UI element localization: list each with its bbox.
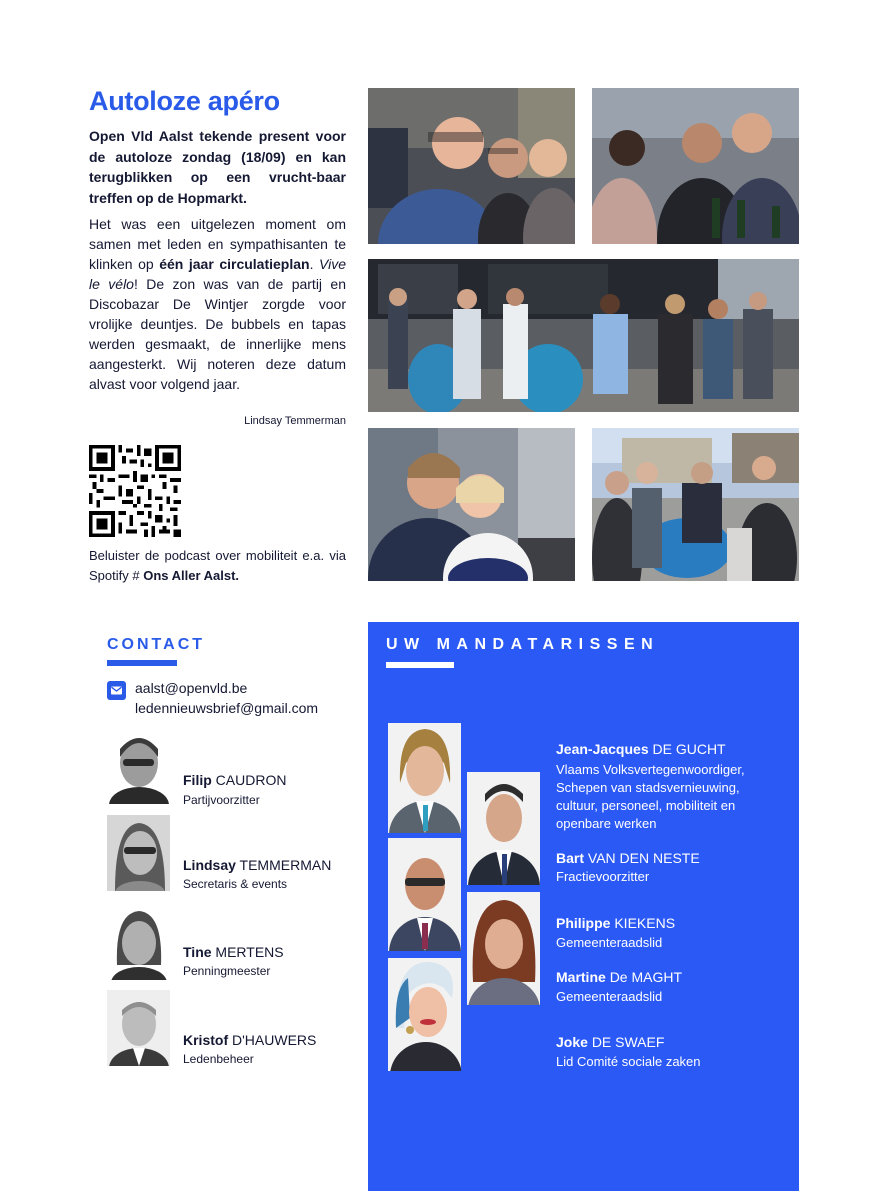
mandatary-role: Vlaams Volksvertegenwoordiger, Schepen van stadsvernieuwing, cultuur, personeel, mobiliteit en openbare werken — [556, 762, 745, 831]
contact-person-name: Filip CAUDRON — [183, 772, 287, 788]
avatar-tine-mertens — [107, 905, 170, 980]
mandatarissen-underline — [386, 662, 454, 668]
article-author: Lindsay Temmerman — [244, 415, 346, 427]
mandatary-name: Jean-Jacques DE GUCHT — [556, 741, 726, 757]
avatar-filip-caudron — [107, 729, 170, 804]
avatar-martine-de-maght — [467, 892, 540, 1005]
lead-text-1: Open Vld Aalst tekende present voor de autoloze zondag ( — [89, 128, 346, 165]
qr-code-icon[interactable] — [89, 445, 181, 537]
avatar-kristof-dhauwers — [107, 990, 170, 1066]
envelope-icon — [107, 681, 126, 700]
contact-heading: CONTACT — [107, 636, 206, 653]
contact-email-link[interactable]: aalst@openvld.be — [135, 680, 248, 696]
article-title: Autoloze apéro — [89, 86, 280, 116]
avatar-philippe-kiekens — [388, 838, 461, 951]
lead-text-2: ) en kan terugblikken op een vrucht-baar treffen op de Hopmarkt. — [89, 148, 347, 206]
contact-person-role: Secretaris & events — [183, 877, 288, 891]
podcast-plain: Beluister de podcast over mobiliteit e.a. via Spotify # — [89, 548, 346, 583]
article-lead — [89, 126, 346, 208]
avatar-joke-de-swaef — [388, 958, 461, 1071]
body-italic: Vive le vélo — [89, 256, 346, 292]
event-photo-1 — [368, 88, 575, 244]
body-text-1: Het was een uitgelezen moment om samen met leden en sympathisanten te klinken op — [89, 216, 346, 272]
contact-person-name: Kristof D'HAUWERS — [183, 1032, 317, 1048]
body-text-2: . — [309, 256, 320, 272]
article-body — [89, 214, 346, 394]
mandatary-role: Fractievoorzitter — [556, 869, 650, 884]
mandatary-name: Philippe KIEKENS — [556, 915, 676, 931]
podcast-text — [89, 546, 346, 586]
mandatary-role: Gemeenteraadslid — [556, 989, 663, 1004]
mandatary-name: Martine De MAGHT — [556, 969, 683, 985]
avatar-lindsay-temmerman — [107, 815, 170, 891]
mandatary-name: Bart VAN DEN NESTE — [556, 850, 700, 866]
avatar-bart-van-den-neste — [467, 772, 540, 885]
lead-date: 18/09 — [245, 148, 281, 165]
event-photo-3 — [368, 259, 799, 412]
mandatary-role: Lid Comité sociale zaken — [556, 1054, 701, 1069]
contact-person-role: Partijvoorzitter — [183, 793, 260, 807]
podcast-bold[interactable]: Ons Aller Aalst. — [143, 568, 240, 583]
contact-person-role: Penningmeester — [183, 964, 271, 978]
event-photo-2 — [592, 88, 799, 244]
avatar-jean-jacques-de-gucht — [388, 723, 461, 833]
newsletter-email-link[interactable]: ledennieuwsbrief@gmail.com — [135, 700, 319, 716]
body-bold: één jaar circulatieplan — [159, 256, 310, 272]
mandatarissen-heading: UW MANDATARISSEN — [386, 636, 660, 653]
body-text-3: ! De zon was van de partij en Discobazar De Wintjer zorgde voor vrolijke deuntjes. De bubbels en tapas werden gesmaakt, de innerlijke mens aangesterkt. Wij noteren deze datum alvast voor volgend jaar. — [89, 276, 346, 392]
mandatary-name: Joke DE SWAEF — [556, 1034, 665, 1050]
contact-underline — [107, 660, 177, 666]
contact-person-name: Lindsay TEMMERMAN — [183, 857, 332, 873]
event-photo-4 — [368, 428, 575, 581]
mandatary-role: Gemeenteraadslid — [556, 935, 663, 950]
event-photo-5 — [592, 428, 799, 581]
contact-person-name: Tine MERTENS — [183, 944, 284, 960]
contact-person-role: Ledenbeheer — [183, 1052, 254, 1066]
